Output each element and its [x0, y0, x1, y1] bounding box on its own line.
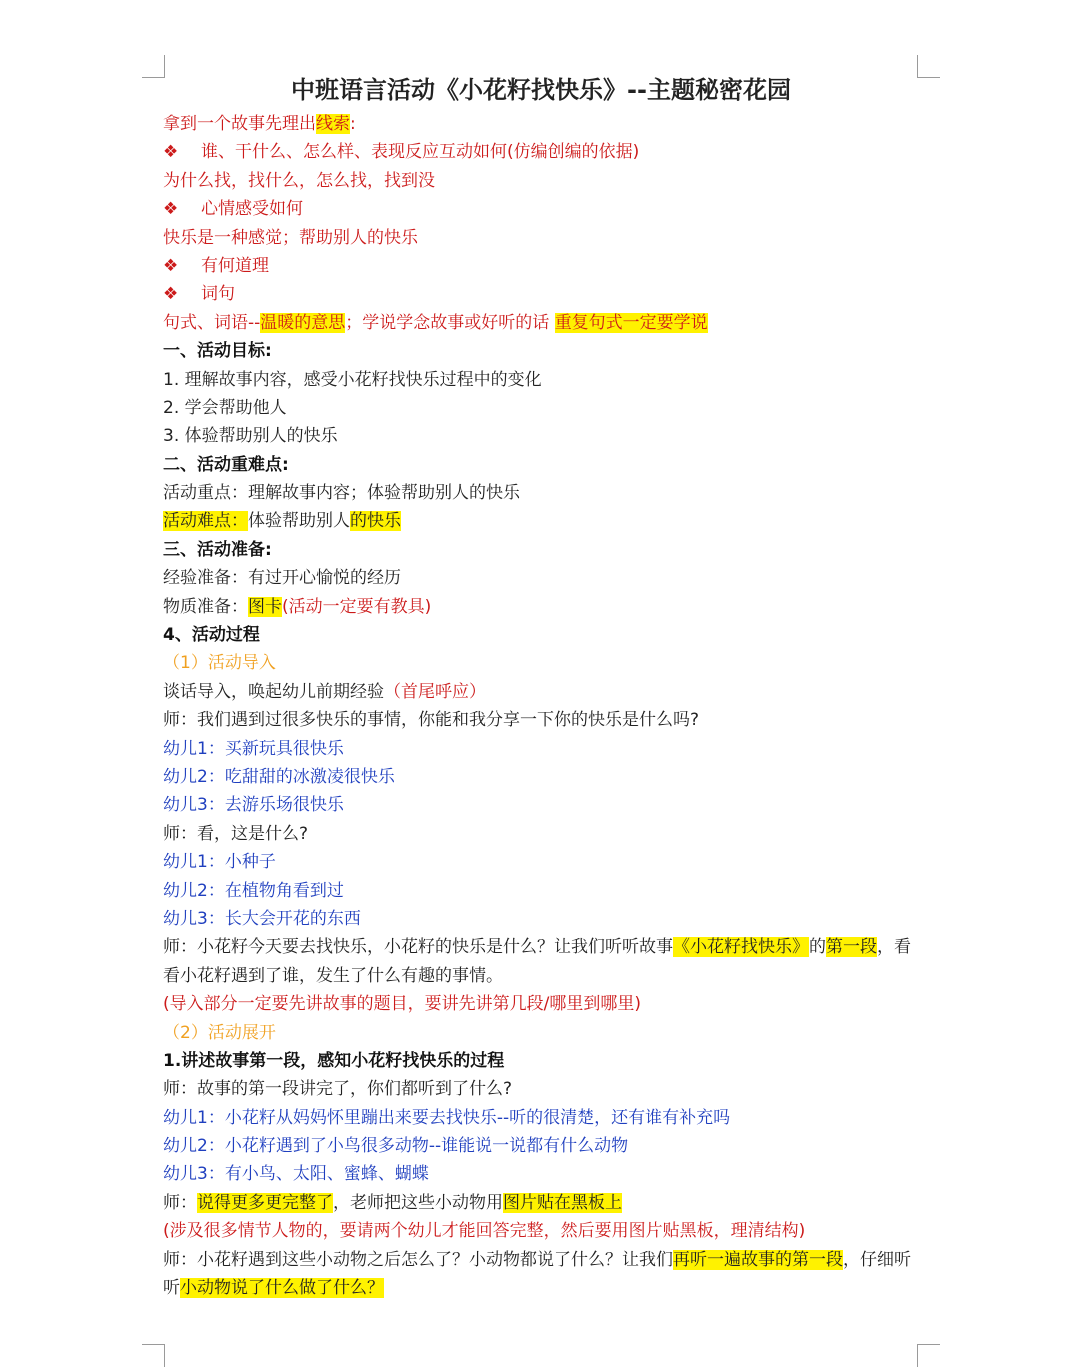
- note-line: (导入部分一定要先讲故事的题目，要讲先讲第几段/哪里到哪里): [163, 994, 641, 1015]
- note-line: 句式、词语--温暖的意思；学说学念故事或好听的话 重复句式一定要学说: [163, 312, 708, 333]
- child-line: 幼儿3：去游乐场很快乐: [163, 795, 344, 816]
- subsection-heading: （2）活动展开: [163, 1022, 276, 1043]
- page-corner-mark: [917, 1344, 940, 1367]
- page-corner-mark: [142, 1344, 165, 1367]
- step-heading: 1.讲述故事第一段，感知小花籽找快乐的过程: [163, 1050, 505, 1071]
- diamond-bullet-icon: ❖: [163, 199, 179, 220]
- child-line: 幼儿1：小种子: [163, 852, 276, 873]
- child-line: 幼儿2：吃甜甜的冰激凌很快乐: [163, 766, 395, 787]
- child-line: 幼儿3：有小鸟、太阳、蜜蜂、蝴蝶: [163, 1164, 429, 1185]
- note-line: (涉及很多情节人物的，要请两个幼儿才能回答完整，然后要用图片贴黑板，理清结构): [163, 1221, 806, 1242]
- section-heading: 二、活动重难点:: [163, 454, 289, 475]
- note-line: 快乐是一种感觉；帮助别人的快乐: [163, 227, 418, 248]
- bullet-item: ❖ 谁、干什么、怎么样、表现反应互动如何(仿编创编的依据): [163, 138, 923, 166]
- dialogue-line: 谈话导入，唤起幼儿前期经验（首尾呼应）: [163, 681, 486, 702]
- diamond-bullet-icon: ❖: [163, 284, 179, 305]
- child-line: 幼儿2：小花籽遇到了小鸟很多动物--谁能说一说都有什么动物: [163, 1136, 629, 1157]
- teacher-line: 师：故事的第一段讲完了，你们都听到了什么?: [163, 1079, 513, 1100]
- document-body: [163, 70, 923, 1302]
- teacher-line: 师：我们遇到过很多快乐的事情，你能和我分享一下你的快乐是什么吗?: [163, 710, 700, 731]
- clue-intro: 拿到一个故事先理出线索:: [163, 114, 356, 134]
- diamond-bullet-icon: ❖: [163, 255, 179, 276]
- document-title: 中班语言活动《小花籽找快乐》--主题秘密花园: [291, 76, 791, 104]
- child-line: 幼儿2：在植物角看到过: [163, 880, 344, 901]
- difficult-point: 活动难点：体验帮助别人的快乐: [163, 511, 401, 532]
- key-point: 活动重点：理解故事内容；体验帮助别人的快乐: [163, 483, 520, 504]
- teacher-line: 师：小花籽遇到这些小动物之后怎么了？小动物都说了什么？让我们再听一遍故事的第一段，仔细听听小动物说了什么做了什么？: [163, 1249, 911, 1299]
- bullet-item: ❖ 词句: [163, 280, 923, 308]
- prep-item: 经验准备：有过开心愉悦的经历: [163, 568, 401, 589]
- section-heading: 一、活动目标:: [163, 341, 272, 362]
- child-line: 幼儿1：买新玩具很快乐: [163, 738, 344, 759]
- bullet-item: ❖ 心情感受如何: [163, 195, 923, 223]
- child-line: 幼儿1：小花籽从妈妈怀里蹦出来要去找快乐--听的很清楚，还有谁有补充吗: [163, 1107, 731, 1128]
- diamond-bullet-icon: ❖: [163, 142, 179, 163]
- bullet-item: ❖ 有何道理: [163, 252, 923, 280]
- goal-item: 3. 体验帮助别人的快乐: [163, 426, 338, 447]
- note-line: 为什么找，找什么，怎么找，找到没: [163, 170, 435, 191]
- teacher-line: 师：看，这是什么?: [163, 823, 309, 844]
- section-heading: 三、活动准备:: [163, 539, 272, 560]
- subsection-heading: （1）活动导入: [163, 653, 276, 674]
- goal-item: 1. 理解故事内容，感受小花籽找快乐过程中的变化: [163, 369, 542, 390]
- prep-item: 物质准备：图卡(活动一定要有教具): [163, 596, 432, 617]
- section-heading: 4、活动过程: [163, 625, 260, 646]
- goal-item: 2. 学会帮助他人: [163, 397, 287, 418]
- child-line: 幼儿3：长大会开花的东西: [163, 908, 361, 929]
- teacher-line: 师：小花籽今天要去找快乐，小花籽的快乐是什么？让我们听听故事《小花籽找快乐》的第一段，看看小花籽遇到了谁，发生了什么有趣的事情。: [163, 937, 911, 986]
- teacher-line: 师：说得更多更完整了，老师把这些小动物用图片贴在黑板上: [163, 1192, 622, 1213]
